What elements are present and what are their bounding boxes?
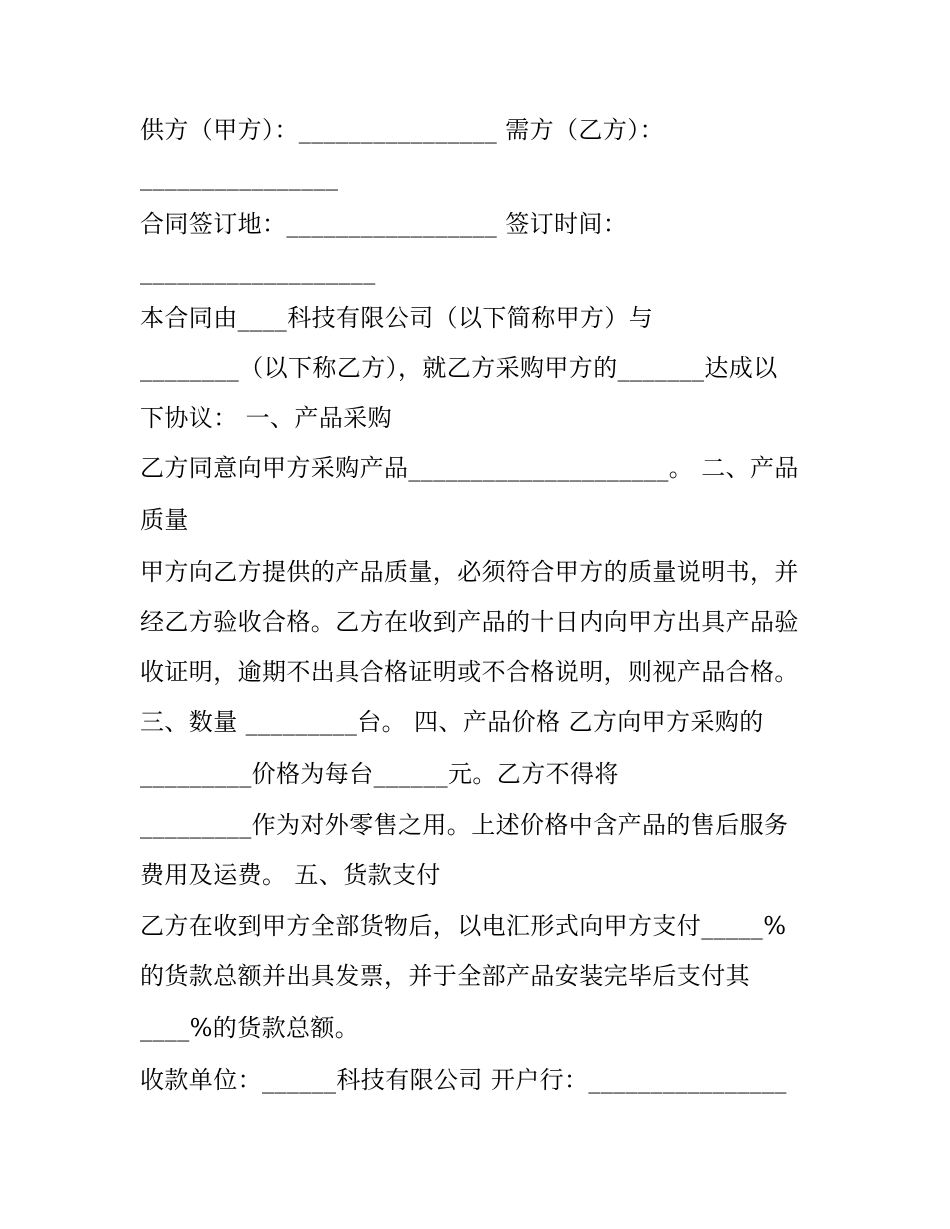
quality-clause-line-2: 经乙方验收合格。乙方在收到产品的十日内向甲方出具产品验 (140, 608, 799, 636)
quality-clause-line-1: 甲方向乙方提供的产品质量，必须符合甲方的质量说明书，并 (140, 558, 799, 586)
buyer-blank-line: ________________ (140, 163, 339, 191)
payment-clause-line-1: 乙方在收到甲方全部货物后，以电汇形式向甲方支付_____% (140, 912, 787, 940)
payment-clause-line-2: 的货款总额并出具发票，并于全部产品安装完毕后支付其 (140, 962, 750, 990)
section-two-heading-line: 质量 (140, 506, 189, 534)
payee-bank-line: 收款单位：______科技有限公司 开户行：________________ (140, 1066, 787, 1094)
price-clause-line-2: _________作为对外零售之用。上述价格中含产品的售后服务 (140, 811, 789, 839)
supplier-buyer-line: 供方（甲方）：________________ 需方（乙方）： (140, 116, 665, 144)
section-one-heading-line: 下协议： 一、产品采购 (140, 404, 393, 432)
payment-clause-line-3: ____%的货款总额。 (140, 1014, 360, 1042)
product-purchase-line: 乙方同意向甲方采购产品_____________________。 二、产品 (140, 454, 799, 482)
price-clause-line-1: _________价格为每台______元。乙方不得将 (140, 760, 619, 788)
signing-time-blank-line: ___________________ (140, 257, 376, 285)
contract-intro-line: 本合同由____科技有限公司（以下简称甲方）与 (140, 304, 654, 332)
quality-clause-line-3: 收证明，逾期不出具合格证明或不合格说明，则视产品合格。 (140, 658, 799, 686)
contract-intro-continued-line: ________（以下称乙方），就乙方采购甲方的_______达成以 (140, 354, 778, 382)
quantity-price-line: 三、数量 _________台。 四、产品价格 乙方向甲方采购的 (140, 708, 764, 736)
section-five-heading-line: 费用及运费。 五、货款支付 (140, 861, 441, 889)
signing-place-line: 合同签订地：_________________ 签订时间： (140, 210, 628, 238)
